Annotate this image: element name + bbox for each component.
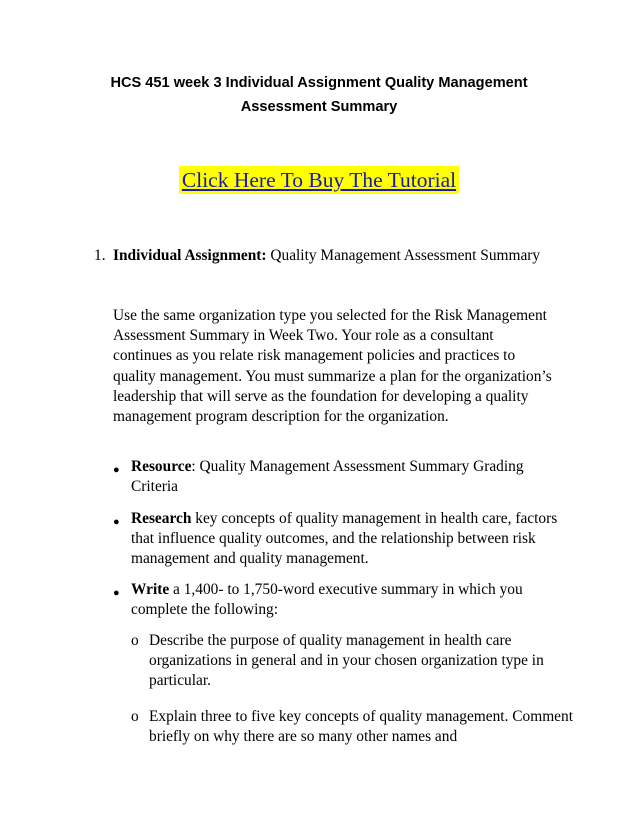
bullet-marker: ● (113, 516, 120, 528)
bullet-marker: ● (113, 587, 120, 599)
sub-item-describe: Describe the purpose of quality management in health care organizations in general and in your chosen organization type in particular. (149, 632, 544, 690)
sub-item-explain: Explain three to five key concepts of quality management. Comment briefly on why there are so many other names and (149, 708, 573, 746)
buy-tutorial-link[interactable]: Click Here To Buy The Tutorial (179, 166, 459, 194)
bullet-item-research (131, 509, 571, 570)
document-title (60, 71, 578, 119)
document-title-line-1: HCS 451 week 3 Individual Assignment Quality Management (110, 75, 528, 91)
bullet-text: : Quality Management Assessment Summary Grading Criteria (131, 458, 524, 496)
bullet-bold-label: Write (131, 581, 170, 598)
bullet-text: key concepts of quality management in health care, factors that influence quality outcomes, and the relationship between risk management and quality management. (131, 510, 558, 568)
bullet-bold-label: Research (131, 510, 192, 527)
document-title-line-2: Assessment Summary (240, 99, 398, 115)
assignment-heading (113, 246, 543, 266)
buy-link-container (0, 166, 638, 194)
sub-item-marker: o (131, 708, 139, 725)
bullet-item-resource (131, 457, 571, 497)
assignment-heading-bold: Individual Assignment: (113, 247, 267, 264)
bullet-text: a 1,400- to 1,750-word executive summary in which you complete the following: (131, 581, 523, 619)
assignment-paragraph: Use the same organization type you selected for the Risk Management Assessment Summary in Week Two. Your role as a consultant continues as you relate risk management policies and practices to quality management. You must summarize a plan for the organization’s leadership that will serve as the foundation for developing a quality management program description for the organization. (113, 307, 552, 426)
bullet-item-write (131, 580, 571, 620)
assignment-heading-rest: Quality Management Assessment Summary (266, 247, 541, 264)
list-number: 1. (94, 247, 106, 264)
bullet-marker: ● (113, 464, 120, 476)
bullet-bold-label: Resource (131, 458, 192, 475)
sub-item-marker: o (131, 632, 139, 649)
